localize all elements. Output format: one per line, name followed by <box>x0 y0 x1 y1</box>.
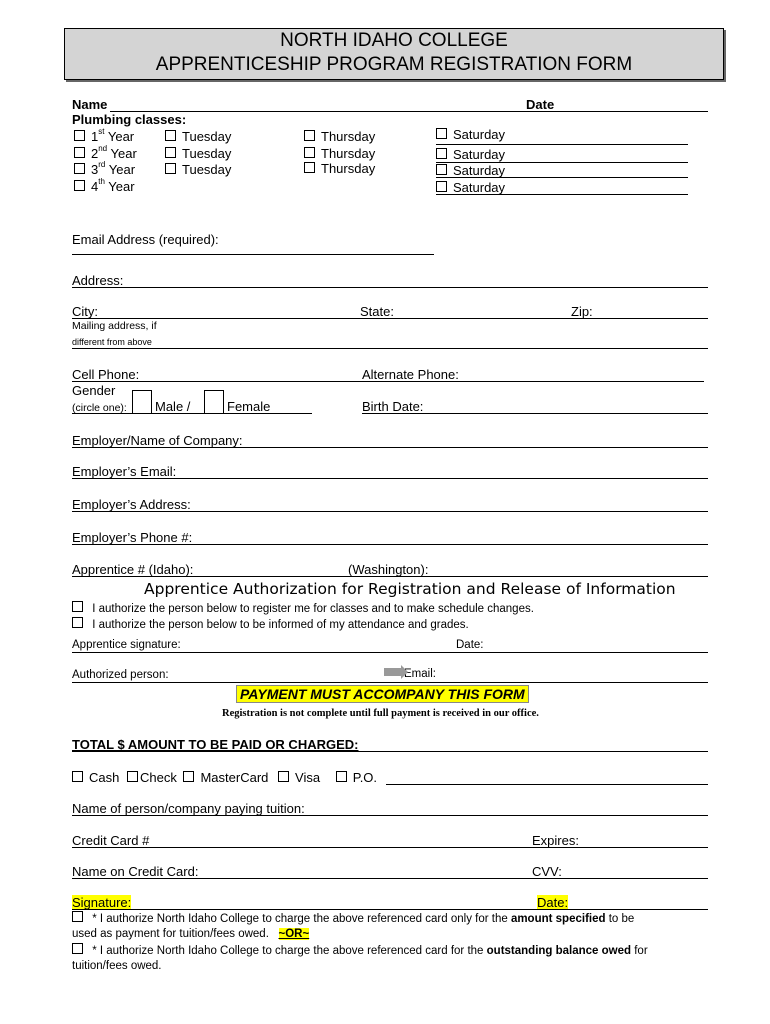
saturday-option[interactable]: Saturday <box>436 180 505 195</box>
male-checkbox[interactable] <box>132 390 152 413</box>
cell-phone-label: Cell Phone: <box>72 367 140 382</box>
saturday-option[interactable]: Saturday <box>436 127 505 142</box>
checkbox-icon[interactable] <box>72 943 83 954</box>
checkbox-icon[interactable] <box>165 163 176 174</box>
authorize-informed-option[interactable]: I authorize the person below to be informed of my attendance and grades. <box>72 617 469 631</box>
apprentice-signature-label: Apprentice signature: <box>72 639 181 651</box>
mastercard-option[interactable]: MasterCard <box>183 770 268 785</box>
payer-label: Name of person/company paying tuition: <box>72 801 305 816</box>
apprentice-number-field[interactable] <box>72 576 708 577</box>
checkbox-icon[interactable] <box>127 771 138 782</box>
checkbox-icon[interactable] <box>436 181 447 192</box>
rule <box>436 144 688 145</box>
or-separator: ~OR~ <box>278 928 310 940</box>
signature-field[interactable] <box>72 909 708 910</box>
checkbox-icon[interactable] <box>72 617 83 628</box>
total-amount-field[interactable] <box>72 751 708 752</box>
checkbox-icon[interactable] <box>72 771 83 782</box>
po-field[interactable] <box>386 784 708 785</box>
checkbox-icon[interactable] <box>74 180 85 191</box>
year-option[interactable]: 2nd Year <box>74 146 137 161</box>
female-checkbox[interactable] <box>204 390 224 413</box>
checkbox-icon[interactable] <box>165 130 176 141</box>
payer-field[interactable] <box>72 815 708 816</box>
city-label: City: <box>72 304 98 319</box>
checkbox-icon[interactable] <box>436 164 447 175</box>
authorize-register-option[interactable]: I authorize the person below to register me for classes and to make schedule changes. <box>72 601 534 615</box>
checkbox-icon[interactable] <box>74 147 85 158</box>
credit-card-field[interactable] <box>72 847 708 848</box>
employer-email-label: Employer’s Email: <box>72 464 177 479</box>
checkbox-icon[interactable] <box>304 130 315 141</box>
college-name: NORTH IDAHO COLLEGE <box>280 30 508 51</box>
checkbox-icon[interactable] <box>74 163 85 174</box>
name-field[interactable] <box>110 111 708 112</box>
city-state-zip-field[interactable] <box>72 318 708 319</box>
apprentice-washington-label: (Washington): <box>348 562 429 577</box>
form-title: APPRENTICESHIP PROGRAM REGISTRATION FORM <box>155 54 633 75</box>
checkbox-icon[interactable] <box>72 601 83 612</box>
saturday-option[interactable]: Saturday <box>436 147 505 162</box>
gender-line <box>72 413 312 414</box>
name-on-card-field[interactable] <box>72 878 708 879</box>
mailing-address-label: Mailing address, if <box>72 320 157 332</box>
email-label: Email Address (required): <box>72 232 219 247</box>
employer-phone-field[interactable] <box>72 544 708 545</box>
checkbox-icon[interactable] <box>304 147 315 158</box>
apprentice-idaho-label: Apprentice # (Idaho): <box>72 562 194 577</box>
form-title-box <box>64 28 724 80</box>
charge-balance-option[interactable]: * I authorize North Idaho College to charge the above referenced card for the outstanding balance owed for tuition/fees owed. <box>72 945 648 972</box>
authorized-person-field[interactable] <box>72 682 708 683</box>
thursday-option[interactable]: Thursday <box>304 146 375 161</box>
tuesday-option[interactable]: Tuesday <box>165 146 231 161</box>
authorization-heading: Apprentice Authorization for Registration and Release of Information <box>144 580 676 598</box>
payment-banner: PAYMENT MUST ACCOMPANY THIS FORM <box>236 686 529 704</box>
name-label: Name <box>72 97 108 112</box>
birth-date-label: Birth Date: <box>362 399 424 414</box>
rule <box>436 194 688 195</box>
apprentice-signature-field[interactable] <box>72 652 708 653</box>
po-option[interactable]: P.O. <box>336 770 377 785</box>
name-on-card-label: Name on Credit Card: <box>72 864 199 879</box>
payment-date-label: Date: <box>537 895 569 910</box>
birth-date-field[interactable] <box>362 413 708 414</box>
payment-note: Registration is not complete until full payment is received in our office. <box>222 708 539 719</box>
alternate-phone-label: Alternate Phone: <box>362 367 459 382</box>
address-label: Address: <box>72 273 124 288</box>
checkbox-icon[interactable] <box>72 911 83 922</box>
year-option[interactable]: 1st Year <box>74 129 134 144</box>
payment-methods <box>72 770 377 785</box>
employer-name-field[interactable] <box>72 447 708 448</box>
cvv-label: CVV: <box>532 864 562 879</box>
gender-label: Gender <box>72 383 116 398</box>
total-amount-label: TOTAL $ AMOUNT TO BE PAID OR CHARGED: <box>72 737 359 752</box>
email-field[interactable] <box>72 254 434 255</box>
mailing-address-label-2: different from above <box>72 337 152 347</box>
credit-card-label: Credit Card # <box>72 833 150 848</box>
employer-email-field[interactable] <box>72 478 708 479</box>
charge-specified-option[interactable]: * I authorize North Idaho College to charge the above referenced card only for the amount specified to be used as payment for tuition/fees owed. ~OR~ <box>72 913 635 940</box>
checkbox-icon[interactable] <box>304 162 315 173</box>
checkbox-icon[interactable] <box>183 771 194 782</box>
checkbox-icon[interactable] <box>436 148 447 159</box>
employer-phone-label: Employer’s Phone #: <box>72 530 193 545</box>
rule <box>436 162 688 163</box>
checkbox-icon[interactable] <box>165 147 176 158</box>
saturday-option[interactable]: Saturday <box>436 163 505 178</box>
date-label: Date <box>526 97 555 112</box>
signature-date-label: Date: <box>456 639 484 651</box>
mailing-address-field[interactable] <box>72 348 708 349</box>
checkbox-icon[interactable] <box>278 771 289 782</box>
checkbox-icon[interactable] <box>436 128 447 139</box>
zip-label: Zip: <box>571 304 593 319</box>
female-label: Female <box>227 399 271 414</box>
authorized-person-label: Authorized person: <box>72 669 169 681</box>
thursday-option[interactable]: Thursday <box>304 161 375 176</box>
employer-address-field[interactable] <box>72 511 708 512</box>
address-field[interactable] <box>72 287 708 288</box>
year-option[interactable]: 4th Year <box>74 179 135 194</box>
checkbox-icon[interactable] <box>336 771 347 782</box>
tuesday-option[interactable]: Tuesday <box>165 129 231 144</box>
authorized-email-label: Email: <box>384 668 436 680</box>
circle-one-label: (circle one): <box>72 402 127 414</box>
checkbox-icon[interactable] <box>74 130 85 141</box>
cash-option[interactable]: Cash <box>72 770 119 785</box>
expires-label: Expires: <box>532 833 579 848</box>
plumbing-classes-label: Plumbing classes: <box>72 112 187 127</box>
visa-option[interactable]: Visa <box>278 770 320 785</box>
check-option[interactable]: Check <box>127 770 177 785</box>
signature-label: Signature: <box>72 895 132 910</box>
year-option[interactable]: 3rd Year <box>74 162 135 177</box>
male-label: Male / <box>155 399 191 414</box>
arrow-right-icon <box>384 668 402 676</box>
employer-name-label: Employer/Name of Company: <box>72 433 243 448</box>
phone-field[interactable] <box>72 381 704 382</box>
state-label: State: <box>360 304 394 319</box>
rule <box>436 177 688 178</box>
tuesday-option[interactable]: Tuesday <box>165 162 231 177</box>
employer-address-label: Employer’s Address: <box>72 497 191 512</box>
thursday-option[interactable]: Thursday <box>304 129 375 144</box>
